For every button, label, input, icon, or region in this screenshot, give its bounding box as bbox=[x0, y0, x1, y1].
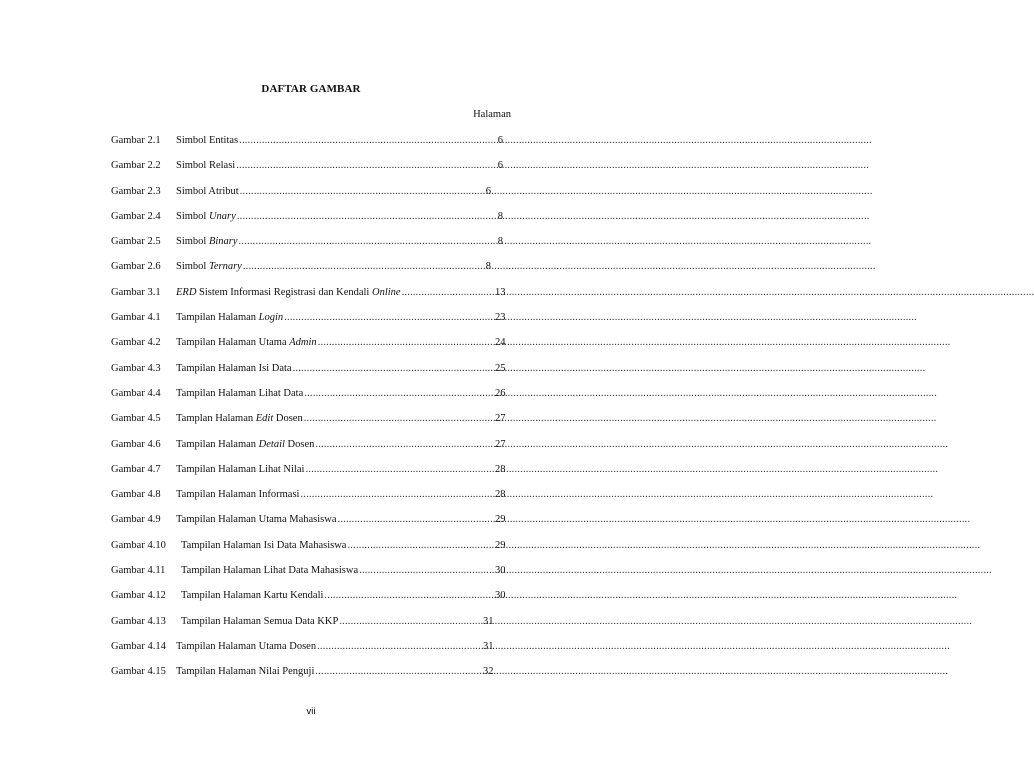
figure-entry[interactable] bbox=[111, 463, 506, 488]
figure-number: Gambar 4.4 bbox=[111, 387, 161, 399]
figure-caption: Simbol Relasi bbox=[176, 160, 236, 172]
figure-number: Gambar 2.2 bbox=[111, 160, 161, 172]
figure-page-number: 31 bbox=[483, 615, 494, 627]
figure-entry[interactable] bbox=[111, 615, 503, 640]
figure-caption: Tampilan Halaman Informasi bbox=[176, 489, 300, 501]
figure-page-number: 24 bbox=[495, 337, 506, 349]
figure-page-number: 32 bbox=[483, 666, 494, 678]
halaman-column-header: Halaman bbox=[473, 109, 511, 120]
figure-entry[interactable] bbox=[111, 387, 506, 412]
figure-page-number: 30 bbox=[495, 565, 506, 577]
figure-page-number: 27 bbox=[495, 438, 506, 450]
dot-leader bbox=[243, 260, 482, 274]
figure-number: Gambar 4.1 bbox=[111, 312, 161, 324]
dot-leader bbox=[347, 539, 494, 553]
figure-number: Gambar 4.5 bbox=[111, 413, 161, 425]
figure-entry[interactable] bbox=[111, 134, 503, 159]
figure-number: Gambar 4.2 bbox=[111, 337, 161, 349]
dot-leader bbox=[240, 185, 482, 199]
figure-page-number: 31 bbox=[483, 640, 494, 652]
figure-caption: Tampilan Halaman Login bbox=[176, 312, 284, 324]
figure-caption: Tampilan Halaman Isi Data bbox=[176, 362, 292, 374]
figure-number: Gambar 2.3 bbox=[111, 185, 161, 197]
figure-page-number: 28 bbox=[495, 489, 506, 501]
figure-caption: Tampilan Halaman Utama Dosen bbox=[176, 640, 317, 652]
page-number-footer: vii bbox=[306, 706, 316, 717]
figure-number: Gambar 2.5 bbox=[111, 236, 161, 248]
figure-page-number: 25 bbox=[495, 362, 506, 374]
figure-caption: Tampilan Halaman Kartu Kendali bbox=[181, 590, 324, 602]
figure-entry[interactable] bbox=[111, 589, 506, 614]
figure-entry[interactable] bbox=[111, 539, 506, 564]
dot-leader bbox=[236, 159, 494, 173]
figure-page-number: 13 bbox=[495, 286, 506, 298]
dot-leader bbox=[304, 387, 494, 401]
figure-page-number: 6 bbox=[485, 185, 491, 197]
figure-page-number: 26 bbox=[495, 387, 506, 399]
figure-entry[interactable] bbox=[111, 438, 506, 463]
figure-page-number: 6 bbox=[497, 160, 503, 172]
figure-entry[interactable] bbox=[111, 640, 503, 665]
figure-caption: Tampilan Halaman Utama Mahasiswa bbox=[176, 514, 337, 526]
figure-number: Gambar 2.4 bbox=[111, 210, 161, 222]
figure-caption: Tampilan Halaman Lihat Data bbox=[176, 387, 304, 399]
figure-number: Gambar 4.10 bbox=[111, 539, 166, 551]
figure-caption: Tampilan Halaman Semua Data KKP bbox=[181, 615, 339, 627]
figure-number: Gambar 2.1 bbox=[111, 135, 161, 146]
figure-number: Gambar 4.7 bbox=[111, 463, 161, 475]
dot-leader bbox=[239, 235, 494, 249]
figure-caption: Tampilan Halaman Nilai Penguji bbox=[176, 666, 315, 678]
figure-page-number: 8 bbox=[497, 236, 503, 248]
figure-caption: Tampilan Halaman Isi Data Mahasiswa bbox=[181, 539, 347, 551]
figure-page-number: 28 bbox=[495, 463, 506, 475]
dot-leader bbox=[304, 412, 494, 426]
dot-leader bbox=[315, 438, 494, 452]
figure-page-number: 27 bbox=[495, 413, 506, 425]
figure-page-number: 30 bbox=[495, 590, 506, 602]
figure-number: Gambar 3.1 bbox=[111, 286, 161, 298]
dot-leader bbox=[324, 589, 494, 603]
figure-number: Gambar 4.14 bbox=[111, 640, 166, 652]
figure-entry[interactable] bbox=[111, 513, 506, 538]
figure-number: Gambar 4.13 bbox=[111, 615, 166, 627]
dot-leader bbox=[338, 513, 494, 527]
dot-leader bbox=[318, 336, 494, 350]
figure-page-number: 23 bbox=[495, 312, 506, 324]
figure-entry[interactable] bbox=[111, 235, 503, 260]
dot-leader bbox=[317, 640, 482, 654]
figure-page-number: 8 bbox=[497, 210, 503, 222]
figure-caption: Simbol Binary bbox=[176, 236, 238, 248]
figure-page-number: 8 bbox=[485, 261, 491, 273]
figure-caption: Tampilan Halaman Utama Admin bbox=[176, 337, 317, 349]
figure-page-number: 29 bbox=[495, 514, 506, 526]
figure-entry[interactable] bbox=[111, 362, 506, 387]
figure-page-number: 29 bbox=[495, 539, 506, 551]
figure-entry[interactable] bbox=[111, 665, 503, 690]
dot-leader bbox=[402, 286, 494, 300]
figure-number: Gambar 4.15 bbox=[111, 666, 166, 678]
dot-leader bbox=[315, 665, 482, 679]
figure-entry[interactable] bbox=[111, 185, 503, 210]
figure-entry[interactable] bbox=[111, 286, 506, 311]
figure-number: Gambar 4.3 bbox=[111, 362, 161, 374]
dot-leader bbox=[300, 488, 494, 502]
figure-entry[interactable] bbox=[111, 336, 506, 361]
figure-number: Gambar 4.8 bbox=[111, 489, 161, 501]
figure-number: Gambar 4.11 bbox=[111, 565, 166, 577]
figure-entry[interactable] bbox=[111, 311, 506, 336]
dot-leader bbox=[284, 311, 494, 325]
figure-list bbox=[111, 134, 506, 691]
figure-number: Gambar 4.12 bbox=[111, 590, 166, 602]
dot-leader bbox=[239, 134, 494, 148]
figure-number: Gambar 4.6 bbox=[111, 438, 161, 450]
figure-entry[interactable] bbox=[111, 260, 503, 285]
figure-caption: Simbol Unary bbox=[176, 210, 236, 222]
page-title: DAFTAR GAMBAR bbox=[261, 83, 361, 95]
dot-leader bbox=[339, 615, 482, 629]
figure-entry[interactable] bbox=[111, 564, 506, 589]
dot-leader bbox=[293, 362, 494, 376]
figure-caption: ERD Sistem Informasi Registrasi dan Kendali Online bbox=[176, 286, 401, 298]
figure-caption: Tamplan Halaman Edit Dosen bbox=[176, 413, 303, 425]
figure-number: Gambar 2.6 bbox=[111, 261, 161, 273]
figure-caption: Tampilan Halaman Lihat Nilai bbox=[176, 463, 305, 475]
dot-leader bbox=[305, 463, 494, 477]
figure-caption: Simbol Ternary bbox=[176, 261, 242, 273]
figure-entry[interactable] bbox=[111, 159, 503, 184]
figure-entry[interactable] bbox=[111, 488, 506, 513]
figure-number: Gambar 4.9 bbox=[111, 514, 161, 526]
dot-leader bbox=[359, 564, 494, 578]
figure-entry[interactable] bbox=[111, 412, 506, 437]
figure-caption: Tampilan Halaman Lihat Data Mahasiswa bbox=[181, 565, 359, 577]
figure-entry[interactable] bbox=[111, 210, 503, 235]
figure-caption: Simbol Entitas bbox=[176, 135, 239, 146]
figure-caption: Tampilan Halaman Detail Dosen bbox=[176, 438, 315, 450]
dot-leader bbox=[237, 210, 494, 224]
figure-page-number: 6 bbox=[497, 135, 503, 146]
figure-caption: Simbol Atribut bbox=[176, 185, 239, 197]
